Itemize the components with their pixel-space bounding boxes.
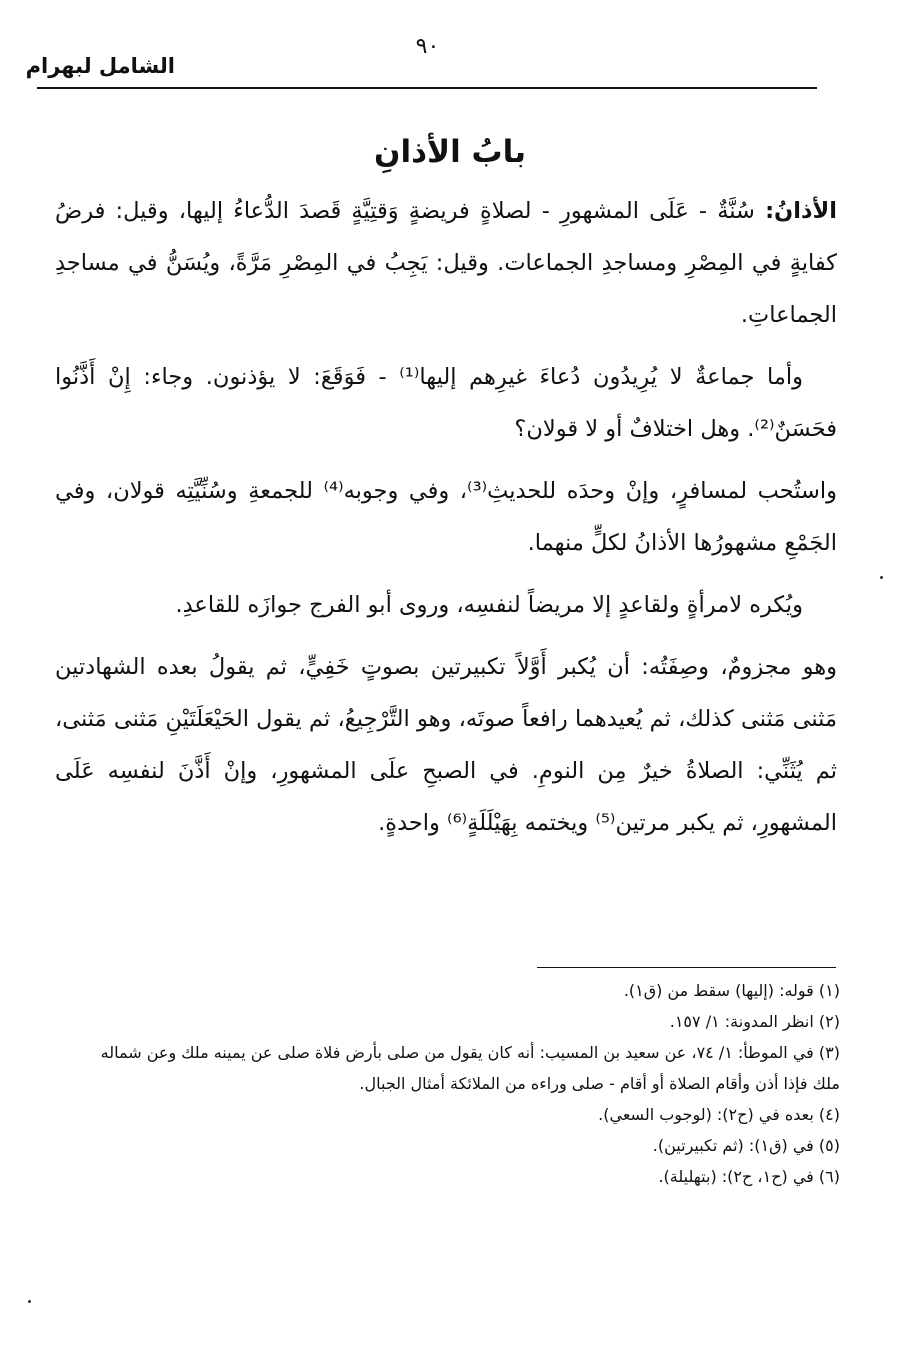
paragraph	[55, 579, 837, 631]
header-rule	[37, 87, 817, 89]
paragraph-text: وأما جماعةٌ لا يُرِيدُون دُعاءَ غيرِهم إليها⁽¹⁾ - فَوَقَعَ: لا يؤذنون. وجاء: إِنْ أَذَّنُوا فحَسَنٌ⁽²⁾. وهل اختلافٌ أو لا قولان؟	[55, 364, 837, 442]
footnote: (٦) في (ح١، ح٢): (بتهليلة).	[658, 1167, 840, 1186]
footnote-rule	[537, 967, 836, 968]
paragraph-lead: الأذانُ:	[765, 198, 837, 224]
paragraph	[55, 351, 837, 455]
footnote: (٣) في الموطأ: ١/ ٧٤، عن سعيد بن المسيب: أنه كان يقول من صلى بأرض فلاة صلى عن يمينه ملك وعن شماله	[100, 1043, 840, 1062]
footnote: (٤) بعده في (ح٢): (لوجوب السعي).	[598, 1105, 840, 1124]
page-number: ٩٠	[415, 34, 440, 59]
scan-speck	[28, 1300, 31, 1303]
footnote-continuation: ملك فإذا أذن وأقام الصلاة أو أقام - صلى وراءه من الملائكة أمثال الجبال.	[359, 1074, 840, 1093]
footnote: (٥) في (ق١): (ثم تكبيرتين).	[652, 1136, 840, 1155]
paragraph-text: وهو مجزومٌ، وصِفَتُه: أن يُكبر أَوَّلاً تكبيرتين بصوتٍ خَفِيٍّ، ثم يقولُ بعده الشهادتين مَثنى مَثنى كذلك، ثم يُعيدهما رافعاً صوتَه، وهو التَّرْجِيعُ، ثم يقول الحَيْعَلَتَيْنِ مَثنى مَثنى، ثم يُثَنِّي: الصلاةُ خيرٌ مِن النومِ. في الصبحِ علَى المشهورِ، وإنْ أَذَّنَ لنفسِه عَلَى المشهورِ، ثم يكبر مرتين⁽⁵⁾ ويختمه بِهَيْلَلَةٍ⁽⁶⁾ واحدةٍ.	[55, 654, 837, 836]
paragraph-text: واستُحب لمسافرٍ، وإنْ وحدَه للحديثِ⁽³⁾، وفي وجوبه⁽⁴⁾ للجمعةِ وسُنِّيَّتِه قولان، وفي الجَمْعِ مشهورُها الأذانُ لكلٍّ منهما.	[55, 478, 837, 556]
footnotes	[60, 975, 840, 1192]
paragraph	[55, 465, 837, 569]
main-text	[55, 185, 837, 859]
footnote: (١) قوله: (إليها) سقط من (ق١).	[623, 981, 840, 1000]
scan-speck	[880, 576, 883, 579]
paragraph	[55, 185, 837, 341]
running-title: الشامل لبهرام	[25, 54, 175, 78]
paragraph-text: ويُكره لامرأةٍ ولقاعدٍ إلا مريضاً لنفسِه، وروى أبو الفرج جوازَه للقاعدِ.	[175, 592, 803, 618]
paragraph	[55, 641, 837, 849]
paragraph-text: سُنَّةٌ - عَلَى المشهورِ - لصلاةٍ فريضةٍ وَقتِيَّةٍ قَصدَ الدُّعاءُ إليها، وقيل: فرضُ كفايةٍ في المِصْرِ ومساجدِ الجماعات. وقيل: يَجِبُ في المِصْرِ مَرَّةً، ويُسَنُّ في مساجدِ الجماعاتِ.	[55, 198, 837, 328]
footnote: (٢) انظر المدونة: ١/ ١٥٧.	[669, 1012, 840, 1031]
chapter-title: بابُ الأذانِ	[374, 134, 526, 170]
